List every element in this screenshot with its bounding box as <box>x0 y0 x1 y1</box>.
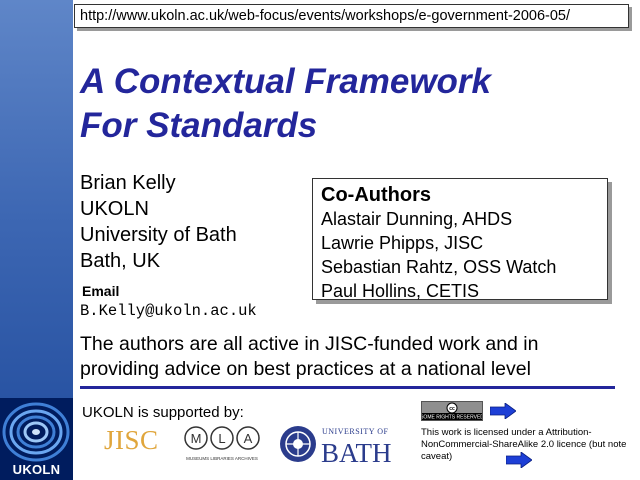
mla-logo[interactable] <box>182 424 262 464</box>
email-label: Email <box>82 283 120 299</box>
bath-name-text: BATH <box>321 438 392 466</box>
ukoln-logo <box>0 398 73 480</box>
title-line-1: A Contextual Framework <box>80 62 492 101</box>
author-name: Brian Kelly <box>80 172 176 194</box>
page-title <box>80 60 491 148</box>
email-link[interactable]: B.Kelly@ukoln.ac.uk <box>80 302 257 320</box>
mla-letter-a: A <box>243 431 253 446</box>
coauthors-heading: Co-Authors <box>321 184 431 206</box>
cc-badge-text: SOME RIGHTS RESERVED <box>422 414 482 420</box>
bath-crest-icon <box>280 426 316 462</box>
author-block <box>80 170 237 274</box>
author-location: Bath, UK <box>80 250 161 272</box>
ukoln-logo-text: UKOLN <box>12 462 61 477</box>
svg-text:cc: cc <box>449 406 455 412</box>
coauthors-box <box>312 178 608 300</box>
author-org: UKOLN <box>80 198 149 220</box>
coauthor-item: Paul Hollins, CETIS <box>321 281 480 301</box>
statement-text: The authors are all active in JISC-funded work and in providing advice on best practices at a national level <box>80 333 539 380</box>
support-label: UKOLN is supported by: <box>82 404 244 421</box>
arrow-right-icon[interactable] <box>490 403 516 419</box>
url-link[interactable]: http://www.ukoln.ac.uk/web-focus/events/workshops/e-government-2006-05/ <box>74 4 629 28</box>
mla-letter-m: M <box>190 431 202 446</box>
cc-license-badge[interactable] <box>421 401 483 421</box>
license-text: This work is licensed under a Attribution-NonCommercial-ShareAlike 2.0 licence (but note caveat) <box>421 427 627 462</box>
mla-letter-l: L <box>218 431 226 446</box>
author-institution: University of Bath <box>80 224 237 246</box>
coauthor-item: Alastair Dunning, AHDS <box>321 209 513 229</box>
jisc-logo[interactable]: JISC <box>104 425 159 455</box>
mla-caption: MUSEUMS LIBRARIES ARCHIVES <box>186 456 258 461</box>
coauthor-item: Lawrie Phipps, JISC <box>321 233 484 253</box>
arrow-right-icon[interactable] <box>506 452 532 468</box>
title-line-2: For Standards <box>80 106 318 145</box>
bath-logo[interactable] <box>278 422 396 466</box>
coauthor-item: Sebastian Rahtz, OSS Watch <box>321 257 557 277</box>
divider <box>80 386 615 389</box>
bath-top-text: UNIVERSITY OF <box>322 427 389 436</box>
